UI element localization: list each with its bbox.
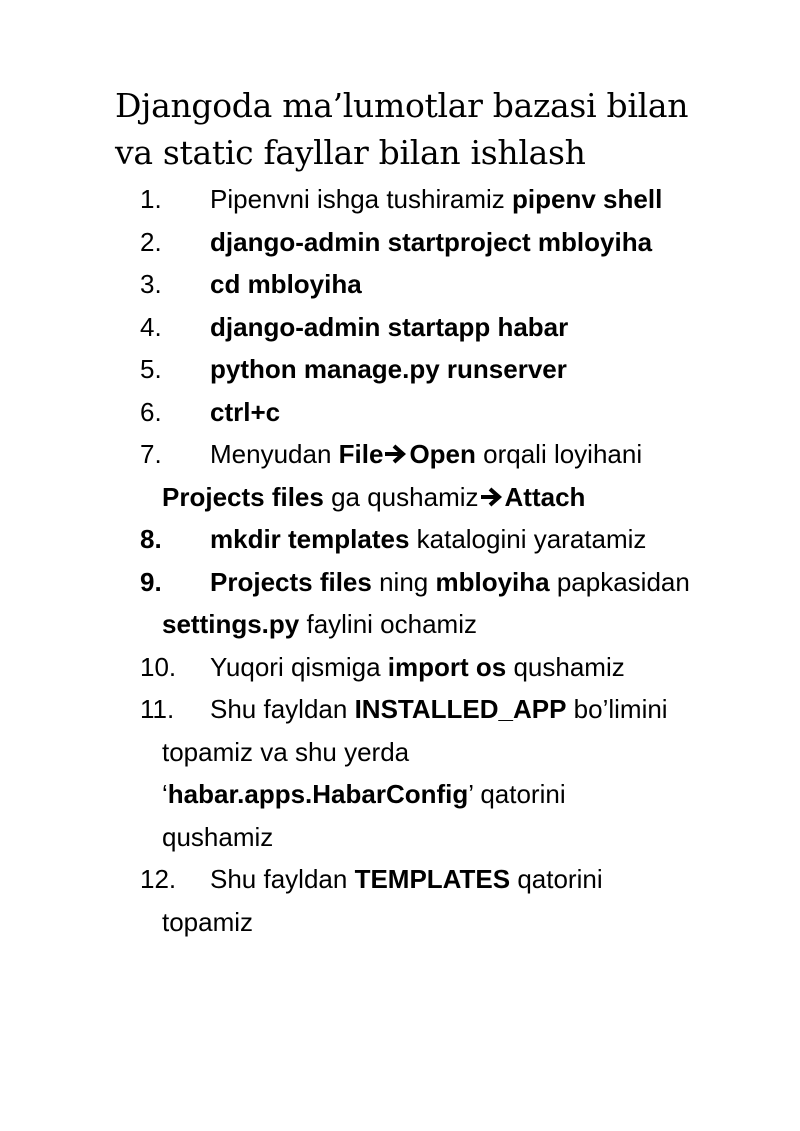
item-number: 2. xyxy=(140,226,162,257)
item-number: 4. xyxy=(140,311,162,342)
item-continuation: topamiz xyxy=(162,906,254,937)
item-number: 9. xyxy=(140,566,162,597)
item-number: 12. xyxy=(140,864,177,894)
arrow-right-icon xyxy=(479,486,505,508)
list-item: 12. Shu fayldan TEMPLATES qatorini topamiz xyxy=(0,858,800,943)
title-line-2: va static fayllar bilan ishlash xyxy=(115,133,586,172)
item-continuation: ‘habar.apps.HabarConfig’ qatorini xyxy=(162,779,566,809)
list-item: 11. Shu fayldan INSTALLED_APP bo’limini topamiz va shu yerda ‘habar.apps.HabarConfig’ qatorini qushamiz xyxy=(0,688,800,858)
list-item: 5. python manage.py runserver xyxy=(0,348,800,391)
item-number: 7. xyxy=(140,439,162,469)
item-continuation: qushamiz xyxy=(162,821,274,852)
title-line-1: Djangoda ma’lumotlar bazasi bilan xyxy=(115,86,689,125)
item-continuation: settings.py faylini ochamiz xyxy=(162,609,477,639)
list-item: 10. Yuqori qismiga import os qushamiz xyxy=(0,646,800,689)
item-number: 3. xyxy=(140,269,162,299)
arrow-right-icon xyxy=(383,443,409,465)
item-number: 1. xyxy=(140,184,162,214)
list-item: 7. Menyudan File Open orqali loyihani Projects files ga qushamiz Attach xyxy=(0,433,800,518)
list-item: 8. mkdir templates katalogini yaratamiz xyxy=(0,518,800,561)
steps-list xyxy=(0,178,800,943)
item-continuation: topamiz va shu yerda xyxy=(162,736,410,767)
item-number: 6. xyxy=(140,396,162,427)
list-item: 6. ctrl+c xyxy=(0,391,800,434)
item-number: 10. xyxy=(140,651,177,682)
item-number: 5. xyxy=(140,354,162,384)
list-item: 3. cd mbloyiha xyxy=(0,263,800,306)
document-title xyxy=(115,82,755,176)
item-number: 8. xyxy=(140,524,162,554)
list-item: 9. Projects files ning mbloyiha papkasidan settings.py faylini ochamiz xyxy=(0,561,800,646)
item-continuation: Projects files ga qushamiz Attach xyxy=(162,481,586,512)
list-item: 1. Pipenvni ishga tushiramiz pipenv shell xyxy=(0,178,800,221)
item-number: 11. xyxy=(140,694,175,724)
list-item: 4. django-admin startapp habar xyxy=(0,306,800,349)
list-item: 2. django-admin startproject mbloyiha xyxy=(0,221,800,264)
